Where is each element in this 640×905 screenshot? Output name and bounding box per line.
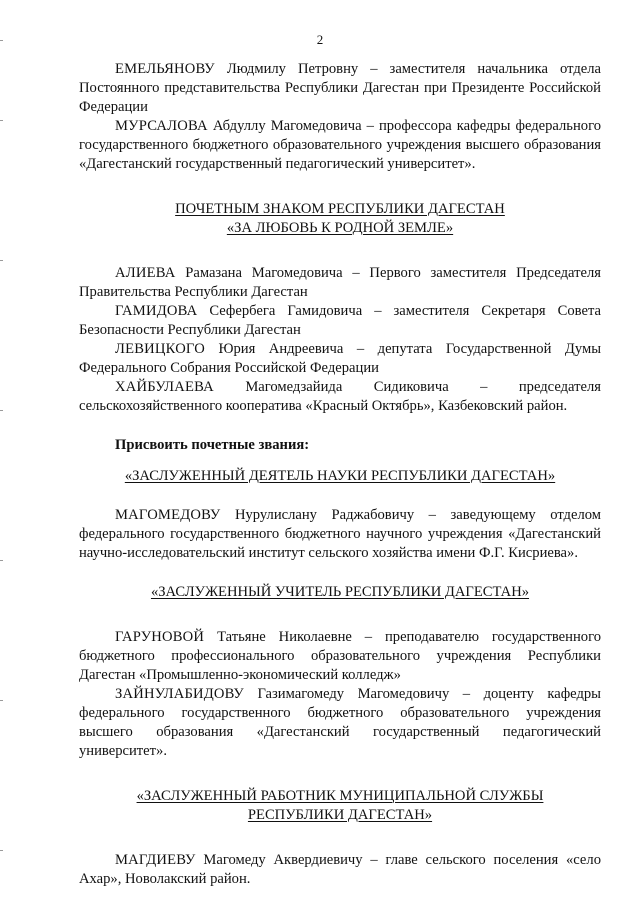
entry-details: Татьяне Николаевне – преподавателю государственного бюджетного профессионального образовательного учреждения Республики Дагестан «Промышленно-экономический колледж» — [79, 629, 601, 683]
entry-surname: МАГДИЕВУ — [115, 852, 196, 868]
heading-line: «ЗАСЛУЖЕННЫЙ РАБОТНИК МУНИЦИПАЛЬНОЙ СЛУЖБЫ — [136, 788, 544, 804]
entry-details: Абдуллу Магомедовича – профессора кафедры федерального государственного бюджетного образовательного учреждения высшего образования «Дагестанский государственный педагогический университет». — [79, 118, 601, 172]
entry-details: Сефербега Гамидовича – заместителя Секретаря Совета Безопасности Республики Дагестан — [79, 303, 601, 338]
award-entry-zaynulabidov — [79, 685, 601, 761]
heading-line: «ЗАСЛУЖЕННЫЙ ДЕЯТЕЛЬ НАУКИ РЕСПУБЛИКИ ДАГЕСТАН» — [124, 468, 556, 484]
award-entry-mursalov — [79, 117, 601, 174]
entry-details: Газимагомеду Магомедовичу – доценту кафедры федерального государственного бюджетного образовательного учреждения высшего образования «Дагестанский государственный педагогический университет». — [79, 686, 601, 759]
entry-surname: ХАЙБУЛАЕВА — [115, 379, 214, 395]
award-entry-gamidov — [79, 302, 601, 340]
entry-details: Людмилу Петровну – заместителя начальника отдела Постоянного представительства Республики Дагестан при Президенте Российской Федерации — [79, 61, 601, 115]
entry-details: Магомеду Аквердиевичу – главе сельского поселения «село Ахар», Новолакский район. — [79, 852, 601, 887]
page-number: 2 — [316, 32, 324, 47]
entry-details: Нурулислану Раджабовичу – заведующему отделом федерального государственного бюджетного научного учреждения «Дагестанский научно-исследовательский институт сельского хозяйства имени Ф.Г. Кисриева». — [79, 507, 601, 561]
entry-details: Юрия Андреевича – депутата Государственной Думы Федерального Собрания Российской Федерации — [79, 341, 601, 376]
entry-details: Магомедзайида Сидиковича – председателя сельскохозяйственного кооператива «Красный Октябрь», Казбековский район. — [79, 379, 601, 414]
entry-surname: МУРСАЛОВА — [115, 118, 208, 134]
section-heading-honored-municipal-worker — [79, 787, 601, 825]
section-heading-honored-scientist — [79, 467, 601, 486]
award-entry-khaybulaev — [79, 378, 601, 416]
entry-surname: ЗАЙНУЛАБИДОВУ — [115, 686, 244, 702]
heading-line: «ЗАСЛУЖЕННЫЙ УЧИТЕЛЬ РЕСПУБЛИКИ ДАГЕСТАН» — [150, 584, 530, 600]
award-entry-magdiev — [79, 851, 601, 889]
entry-surname: ЛЕВИЦКОГО — [115, 341, 205, 357]
award-entry-magomedov — [79, 506, 601, 563]
entry-surname: ЕМЕЛЬЯНОВУ — [115, 61, 215, 77]
award-entry-emelyanova — [79, 60, 601, 117]
entry-surname: АЛИЕВА — [115, 265, 176, 281]
award-entry-aliev — [79, 264, 601, 302]
scan-margin-marks — [0, 0, 4, 905]
section-heading-honored-teacher — [79, 583, 601, 602]
entry-details: Рамазана Магомедовича – Первого заместителя Председателя Правительства Республики Дагестан — [79, 265, 601, 300]
document-body — [79, 60, 601, 889]
entry-surname: ГАМИДОВА — [115, 303, 198, 319]
section-heading-love-native-land — [79, 200, 601, 238]
assign-titles-label: Присвоить почетные звания: — [115, 437, 310, 453]
award-entry-levitsky — [79, 340, 601, 378]
heading-line: «ЗА ЛЮБОВЬ К РОДНОЙ ЗЕМЛЕ» — [226, 220, 454, 236]
entry-surname: МАГОМЕДОВУ — [115, 507, 221, 523]
heading-line: РЕСПУБЛИКИ ДАГЕСТАН» — [247, 807, 433, 823]
award-entry-garunova — [79, 628, 601, 685]
entry-surname: ГАРУНОВОЙ — [115, 629, 205, 645]
heading-line: ПОЧЕТНЫМ ЗНАКОМ РЕСПУБЛИКИ ДАГЕСТАН — [175, 201, 505, 217]
